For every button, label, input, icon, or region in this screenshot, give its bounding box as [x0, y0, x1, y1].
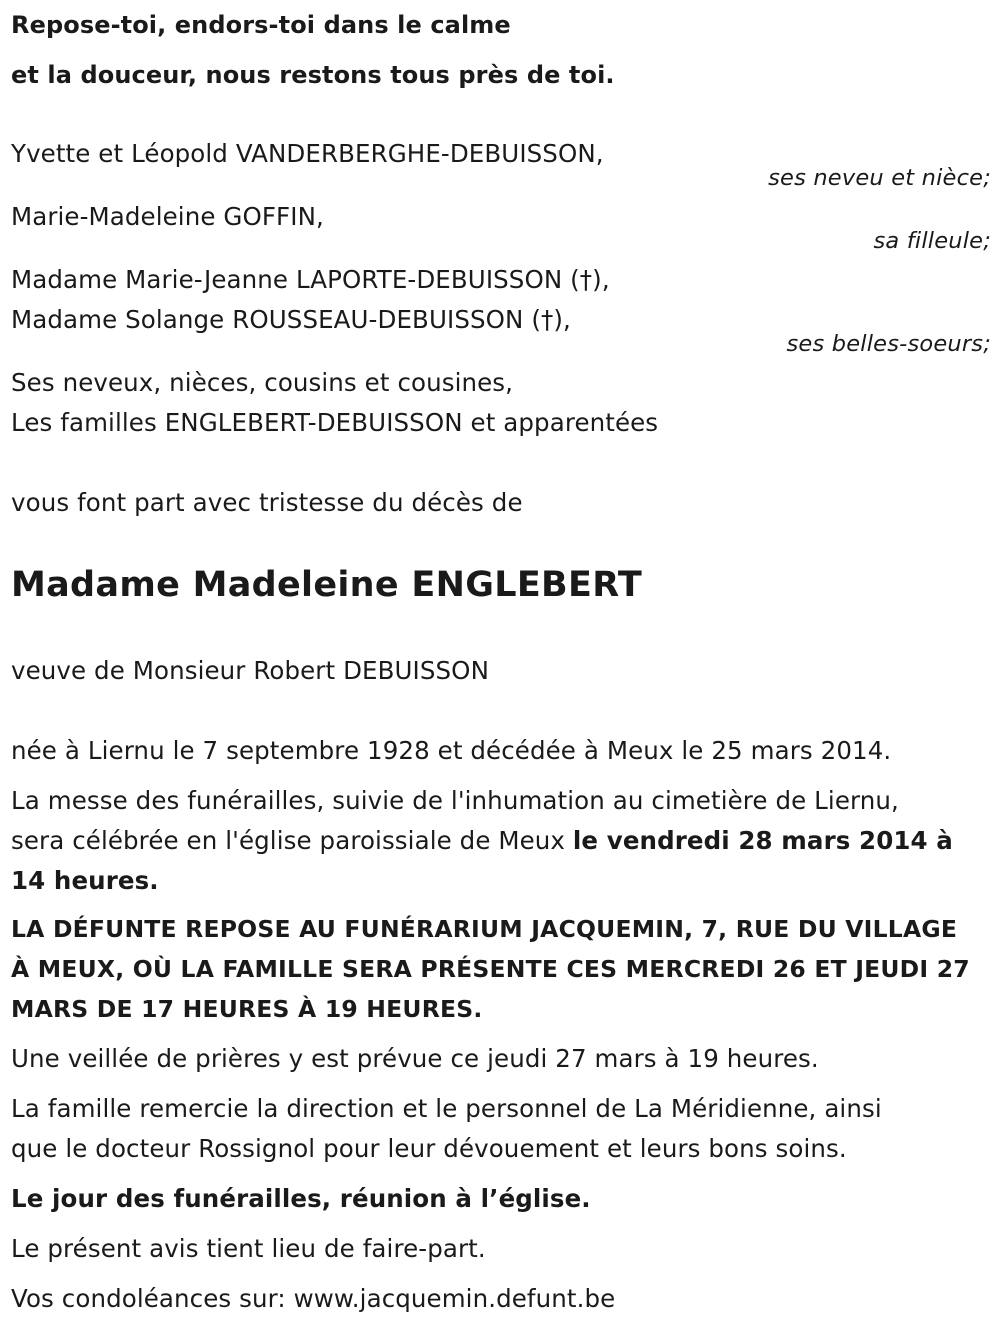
- announcement-text: vous font part avec tristesse du décès de: [11, 488, 523, 517]
- family-member-name: Madame Marie-Jeanne LAPORTE-DEBUISSON (†),: [11, 265, 610, 294]
- funeral-line-1: La messe des funérailles, suivie de l'inhumation au cimetière de Liernu,: [11, 786, 899, 815]
- funeral-line-2: [11, 826, 953, 856]
- family-member-name: Madame Solange ROUSSEAU-DEBUISSON (†),: [11, 305, 571, 334]
- family-member-role: ses belles-soeurs;: [786, 331, 991, 357]
- family-member-name: Yvette et Léopold VANDERBERGHE-DEBUISSON,: [11, 139, 604, 168]
- epigraph-line-1: Repose-toi, endors-toi dans le calme: [11, 11, 511, 39]
- visitation-line-3: MARS DE 17 HEURES À 19 HEURES.: [11, 995, 483, 1023]
- deceased-name: Madame Madeleine ENGLEBERT: [11, 565, 643, 605]
- funeral-time-text: 14 heures.: [11, 866, 159, 895]
- epigraph-line-2: et la douceur, nous restons tous près de toi.: [11, 61, 615, 89]
- family-member-role: sa filleule;: [873, 228, 991, 254]
- visitation-line-2: À MEUX, OÙ LA FAMILLE SERA PRÉSENTE CES MERCREDI 26 ET JEUDI 27: [11, 955, 970, 983]
- thanks-line-1: La famille remercie la direction et le personnel de La Méridienne, ainsi: [11, 1094, 882, 1123]
- birth-death-text: née à Liernu le 7 septembre 1928 et décédée à Meux le 25 mars 2014.: [11, 736, 892, 765]
- vigil-text: Une veillée de prières y est prévue ce jeudi 27 mars à 19 heures.: [11, 1044, 819, 1073]
- widow-of-text: veuve de Monsieur Robert DEBUISSON: [11, 656, 489, 685]
- family-member-name: Marie-Madeleine GOFFIN,: [11, 202, 324, 231]
- relatives-line-2: Les familles ENGLEBERT-DEBUISSON et apparentées: [11, 408, 659, 437]
- funeral-date-text: le vendredi 28 mars 2014 à: [572, 826, 953, 855]
- visitation-line-1: LA DÉFUNTE REPOSE AU FUNÉRARIUM JACQUEMIN, 7, RUE DU VILLAGE: [11, 915, 958, 943]
- family-member-role: ses neveu et nièce;: [768, 165, 991, 191]
- condolences-text: Vos condoléances sur: www.jacquemin.defunt.be: [11, 1284, 616, 1313]
- funeral-location-text: sera célébrée en l'église paroissiale de Meux: [11, 826, 573, 855]
- relatives-line-1: Ses neveux, nièces, cousins et cousines,: [11, 368, 514, 397]
- thanks-line-2: que le docteur Rossignol pour leur dévouement et leurs bons soins.: [11, 1134, 847, 1163]
- notice-text: Le présent avis tient lieu de faire-part.: [11, 1234, 486, 1263]
- gathering-text: Le jour des funérailles, réunion à l’église.: [11, 1184, 591, 1213]
